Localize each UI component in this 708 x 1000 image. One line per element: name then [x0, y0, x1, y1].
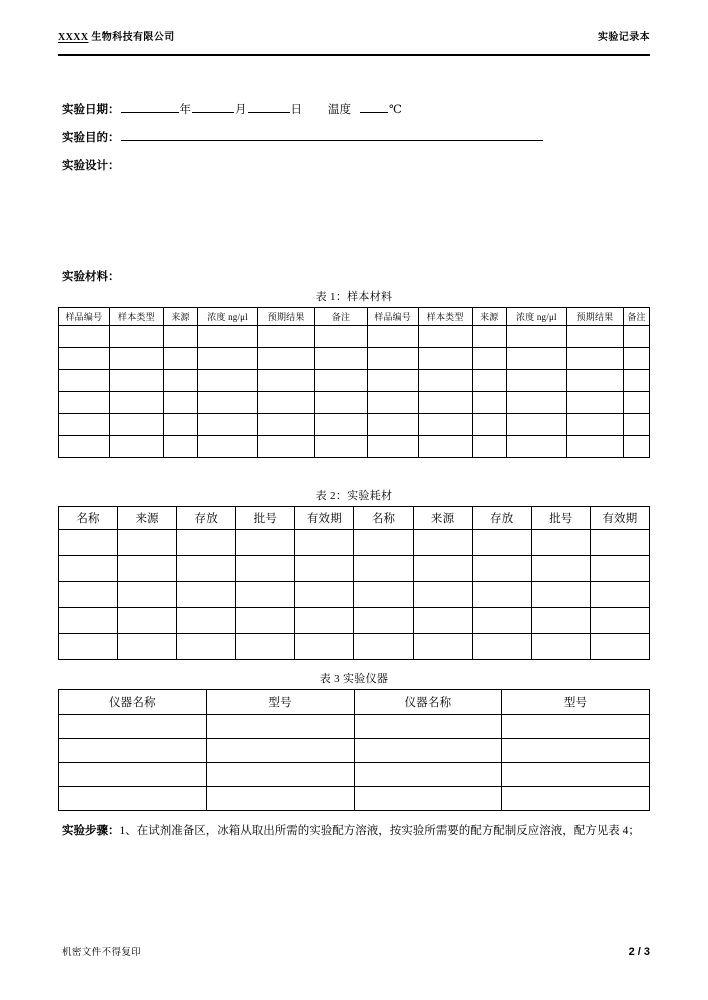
temperature-label: 温度 — [328, 104, 351, 116]
table-cell[interactable] — [206, 739, 354, 763]
column-header: 预期结果 — [258, 308, 315, 326]
table-cell[interactable] — [413, 634, 472, 660]
table-cell[interactable] — [59, 763, 207, 787]
table-cell[interactable] — [59, 787, 207, 811]
table-cell[interactable] — [118, 634, 177, 660]
table-cell[interactable] — [354, 530, 413, 556]
table-cell[interactable] — [502, 787, 650, 811]
table3-caption: 表 3 实验仪器 — [319, 673, 389, 685]
day-unit-label: 日 — [290, 104, 302, 116]
table-row — [59, 436, 650, 458]
table-cell[interactable] — [164, 348, 198, 370]
column-header: 有效期 — [590, 507, 649, 530]
year-unit-label: 年 — [179, 104, 191, 116]
table-cell[interactable] — [531, 556, 590, 582]
table-cell[interactable] — [354, 763, 502, 787]
table-cell[interactable] — [566, 392, 623, 414]
experiment-steps — [62, 816, 652, 846]
table-cell[interactable] — [590, 608, 649, 634]
table-cell[interactable] — [118, 608, 177, 634]
table-cell[interactable] — [236, 608, 295, 634]
table-cell[interactable] — [206, 763, 354, 787]
experiment-purpose-label: 实验目的： — [62, 132, 120, 144]
table-cell[interactable] — [413, 582, 472, 608]
table-cell[interactable] — [198, 392, 258, 414]
date-year-input[interactable] — [121, 99, 179, 113]
table-row — [59, 326, 650, 348]
company-name-prefix: XXXX — [58, 32, 89, 43]
table-cell[interactable] — [295, 556, 354, 582]
date-month-input[interactable] — [192, 99, 234, 113]
experiment-purpose-row — [62, 124, 650, 152]
document-footer — [62, 944, 650, 958]
table-cell[interactable] — [472, 634, 531, 660]
table-cell[interactable] — [367, 414, 418, 436]
table-cell[interactable] — [59, 326, 110, 348]
table-cell[interactable] — [315, 348, 368, 370]
column-header: 浓度 ng/μl — [506, 308, 566, 326]
table-cell[interactable] — [472, 556, 531, 582]
table-cell[interactable] — [258, 414, 315, 436]
table-cell[interactable] — [472, 370, 506, 392]
table-cell[interactable] — [418, 414, 472, 436]
table-cell[interactable] — [354, 608, 413, 634]
table-cell[interactable] — [624, 326, 650, 348]
month-unit-label: 月 — [235, 104, 247, 116]
table-cell[interactable] — [506, 348, 566, 370]
table-cell[interactable] — [418, 348, 472, 370]
table2-header-row — [59, 507, 650, 530]
table-cell[interactable] — [531, 530, 590, 556]
column-header: 名称 — [354, 507, 413, 530]
instruments-table — [58, 689, 650, 811]
table-cell[interactable] — [177, 582, 236, 608]
table-cell[interactable] — [177, 634, 236, 660]
column-header: 浓度 ng/μl — [198, 308, 258, 326]
table-cell[interactable] — [59, 739, 207, 763]
experiment-date-label: 实验日期： — [62, 104, 120, 116]
table-cell[interactable] — [164, 326, 198, 348]
table-cell[interactable] — [590, 556, 649, 582]
table-cell[interactable] — [418, 370, 472, 392]
table-cell[interactable] — [413, 556, 472, 582]
table-cell[interactable] — [367, 326, 418, 348]
table-cell[interactable] — [502, 715, 650, 739]
table-cell[interactable] — [472, 392, 506, 414]
table-cell[interactable] — [118, 556, 177, 582]
table-cell[interactable] — [198, 414, 258, 436]
table-cell[interactable] — [59, 370, 110, 392]
table-cell[interactable] — [566, 326, 623, 348]
table-row — [59, 392, 650, 414]
table-cell[interactable] — [315, 436, 368, 458]
table-cell[interactable] — [295, 608, 354, 634]
table-cell[interactable] — [198, 326, 258, 348]
table-cell[interactable] — [236, 530, 295, 556]
table-cell[interactable] — [531, 634, 590, 660]
table-cell[interactable] — [531, 608, 590, 634]
table-cell[interactable] — [198, 436, 258, 458]
experiment-steps-label: 实验步骤： — [62, 825, 120, 837]
document-header — [58, 28, 650, 56]
table-cell[interactable] — [354, 634, 413, 660]
table-cell[interactable] — [354, 582, 413, 608]
experiment-design-row — [62, 152, 650, 180]
table-cell[interactable] — [59, 608, 118, 634]
table-cell[interactable] — [258, 392, 315, 414]
table-cell[interactable] — [109, 392, 163, 414]
table-cell[interactable] — [236, 634, 295, 660]
table-cell[interactable] — [59, 436, 110, 458]
table-cell[interactable] — [258, 370, 315, 392]
table-cell[interactable] — [315, 392, 368, 414]
table-cell[interactable] — [566, 436, 623, 458]
column-header: 来源 — [413, 507, 472, 530]
table-cell[interactable] — [295, 582, 354, 608]
table-cell[interactable] — [59, 348, 110, 370]
table-cell[interactable] — [472, 436, 506, 458]
table-cell[interactable] — [118, 582, 177, 608]
experiment-date-row — [62, 96, 650, 124]
table2-head — [59, 507, 650, 530]
table-cell[interactable] — [413, 608, 472, 634]
table-cell[interactable] — [354, 739, 502, 763]
table-cell[interactable] — [109, 348, 163, 370]
confidential-note: 机密文件不得复印 — [62, 948, 142, 958]
column-header: 来源 — [164, 308, 198, 326]
table-cell[interactable] — [315, 326, 368, 348]
table-cell[interactable] — [177, 556, 236, 582]
experiment-purpose-input[interactable] — [121, 127, 543, 141]
column-header: 仪器名称 — [59, 690, 207, 715]
table-cell[interactable] — [258, 348, 315, 370]
table-cell[interactable] — [295, 634, 354, 660]
table-cell[interactable] — [354, 556, 413, 582]
table-cell[interactable] — [418, 436, 472, 458]
table-cell[interactable] — [472, 326, 506, 348]
experiment-design-label: 实验设计： — [62, 160, 120, 172]
materials-heading: 实验材料： — [62, 271, 120, 283]
form-fields — [62, 96, 650, 180]
consumables-table — [58, 506, 650, 660]
column-header: 样本类型 — [109, 308, 163, 326]
table-cell[interactable] — [506, 326, 566, 348]
temperature-input[interactable] — [360, 99, 388, 113]
column-header: 批号 — [531, 507, 590, 530]
experiment-steps-body: 1、在试剂准备区，冰箱从取出所需的实验配方溶液，按实验所需要的配方配制反应溶液，配方见表 4； — [119, 825, 640, 837]
company-name-suffix: 生物科技有限公司 — [88, 32, 175, 43]
table-row — [59, 787, 650, 811]
table1-caption: 表 1：样本材料 — [315, 291, 393, 303]
table-cell[interactable] — [590, 582, 649, 608]
table-cell[interactable] — [472, 414, 506, 436]
column-header: 型号 — [206, 690, 354, 715]
column-header: 名称 — [59, 507, 118, 530]
column-header: 存放 — [177, 507, 236, 530]
table-row — [59, 348, 650, 370]
table-cell[interactable] — [109, 436, 163, 458]
table-cell[interactable] — [624, 392, 650, 414]
table1-head — [59, 308, 650, 326]
table-row — [59, 414, 650, 436]
date-day-input[interactable] — [248, 99, 290, 113]
table-cell[interactable] — [624, 436, 650, 458]
table-row — [59, 763, 650, 787]
table-cell[interactable] — [258, 436, 315, 458]
table-cell[interactable] — [59, 582, 118, 608]
column-header: 备注 — [624, 308, 650, 326]
table-cell[interactable] — [566, 348, 623, 370]
table-cell[interactable] — [198, 348, 258, 370]
table-row — [59, 582, 650, 608]
table-cell[interactable] — [164, 436, 198, 458]
table-cell[interactable] — [59, 414, 110, 436]
column-header: 样品编号 — [367, 308, 418, 326]
table-row — [59, 715, 650, 739]
column-header: 型号 — [502, 690, 650, 715]
table-row — [59, 370, 650, 392]
table-cell[interactable] — [566, 414, 623, 436]
table1-body — [59, 326, 650, 458]
table-cell[interactable] — [59, 715, 207, 739]
page-number: 2 / 3 — [628, 946, 650, 958]
table-cell[interactable] — [624, 348, 650, 370]
table-cell[interactable] — [236, 582, 295, 608]
table-cell[interactable] — [367, 370, 418, 392]
table-cell[interactable] — [472, 530, 531, 556]
table2-body — [59, 530, 650, 660]
table-cell[interactable] — [198, 370, 258, 392]
table-row — [59, 556, 650, 582]
table-cell[interactable] — [506, 392, 566, 414]
table-row — [59, 608, 650, 634]
column-header: 样品编号 — [59, 308, 110, 326]
table-cell[interactable] — [502, 739, 650, 763]
column-header: 存放 — [472, 507, 531, 530]
table-cell[interactable] — [164, 414, 198, 436]
document-title: 实验记录本 — [598, 32, 650, 43]
table-cell[interactable] — [624, 414, 650, 436]
table3-block — [58, 670, 650, 811]
table-cell[interactable] — [354, 715, 502, 739]
table2-caption: 表 2：实验耗材 — [315, 490, 393, 502]
column-header: 样本类型 — [418, 308, 472, 326]
table-cell[interactable] — [367, 392, 418, 414]
table2-block — [58, 487, 650, 660]
column-header: 备注 — [315, 308, 368, 326]
table3-header-row — [59, 690, 650, 715]
table-row — [59, 739, 650, 763]
table-cell[interactable] — [177, 530, 236, 556]
table-cell[interactable] — [472, 582, 531, 608]
table-cell[interactable] — [59, 392, 110, 414]
table-cell[interactable] — [109, 414, 163, 436]
table-cell[interactable] — [109, 326, 163, 348]
table-cell[interactable] — [164, 370, 198, 392]
table-cell[interactable] — [413, 530, 472, 556]
table-cell[interactable] — [59, 556, 118, 582]
column-header: 来源 — [472, 308, 506, 326]
table-cell[interactable] — [367, 348, 418, 370]
table-cell[interactable] — [472, 348, 506, 370]
table-cell[interactable] — [590, 634, 649, 660]
table-cell[interactable] — [624, 370, 650, 392]
table-cell[interactable] — [472, 608, 531, 634]
table-row — [59, 634, 650, 660]
table1-header-row — [59, 308, 650, 326]
table-cell[interactable] — [502, 763, 650, 787]
column-header: 有效期 — [295, 507, 354, 530]
company-name — [58, 28, 175, 43]
table-cell[interactable] — [590, 530, 649, 556]
table-cell[interactable] — [295, 530, 354, 556]
temperature-unit-label: ℃ — [389, 104, 402, 116]
column-header: 批号 — [236, 507, 295, 530]
table-cell[interactable] — [59, 530, 118, 556]
table-cell[interactable] — [177, 608, 236, 634]
table-cell[interactable] — [354, 787, 502, 811]
table-cell[interactable] — [418, 392, 472, 414]
table-cell[interactable] — [506, 370, 566, 392]
table-cell[interactable] — [258, 326, 315, 348]
table1-block — [58, 288, 650, 458]
table3-head — [59, 690, 650, 715]
column-header: 来源 — [118, 507, 177, 530]
table-row — [59, 530, 650, 556]
table-cell[interactable] — [315, 370, 368, 392]
table-cell[interactable] — [118, 530, 177, 556]
table-cell[interactable] — [531, 582, 590, 608]
table-cell[interactable] — [109, 370, 163, 392]
table-cell[interactable] — [367, 436, 418, 458]
table-cell[interactable] — [418, 326, 472, 348]
table-cell[interactable] — [164, 392, 198, 414]
table-cell[interactable] — [315, 414, 368, 436]
table-cell[interactable] — [566, 370, 623, 392]
table-cell[interactable] — [506, 436, 566, 458]
sample-materials-table — [58, 307, 650, 458]
table-cell[interactable] — [236, 556, 295, 582]
column-header: 预期结果 — [566, 308, 623, 326]
table-cell[interactable] — [506, 414, 566, 436]
column-header: 仪器名称 — [354, 690, 502, 715]
table-cell[interactable] — [59, 634, 118, 660]
table3-body — [59, 715, 650, 811]
table-cell[interactable] — [206, 787, 354, 811]
table-cell[interactable] — [206, 715, 354, 739]
